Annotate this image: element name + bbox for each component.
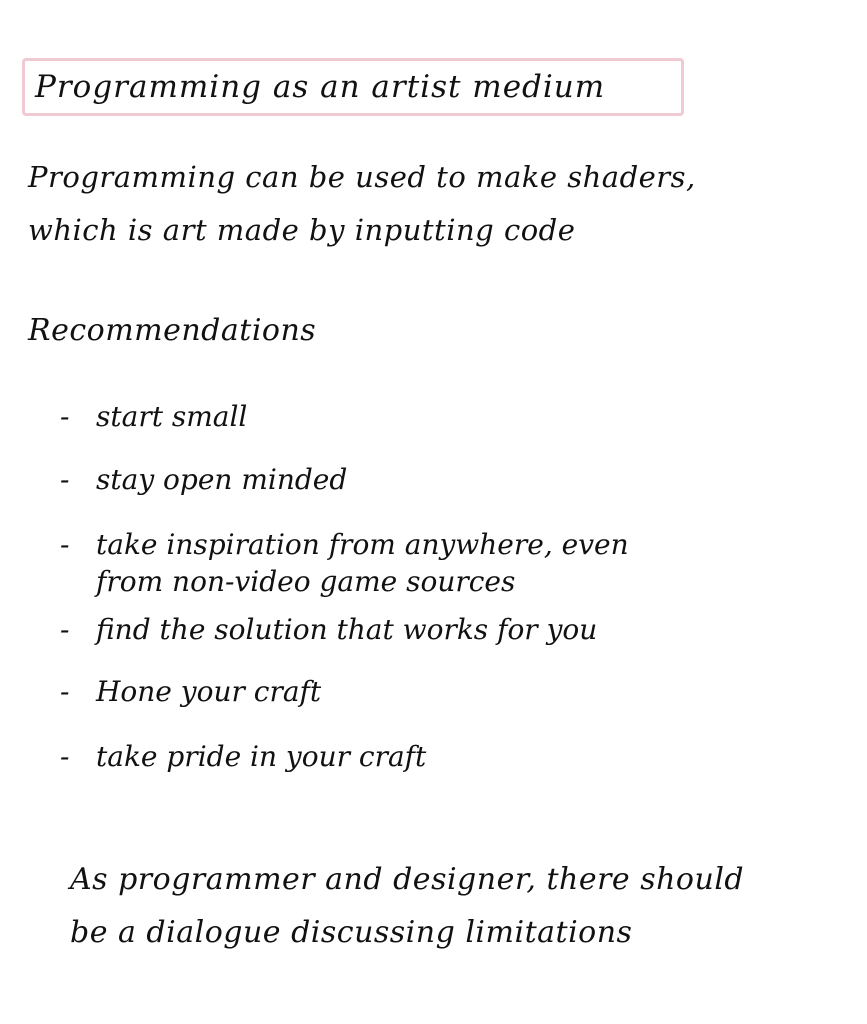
page-title: Programming as an artist medium: [35, 69, 606, 105]
closing-line-1: As programmer and designer, there should: [70, 862, 745, 897]
list-item: [60, 613, 597, 646]
bullet-dash: -: [60, 528, 70, 561]
title-box: [22, 58, 684, 116]
list-item-text: find the solution that works for you: [96, 613, 598, 646]
bullet-dash: -: [60, 400, 70, 433]
bullet-dash: -: [60, 613, 70, 646]
recommendations-heading: Recommendations: [28, 313, 317, 348]
intro-line-1: Programming can be used to make shaders,: [28, 160, 696, 194]
list-item-text: take pride in your craft: [96, 740, 427, 773]
list-item: [60, 740, 426, 773]
list-item-text: start small: [96, 400, 248, 433]
list-item-text: stay open minded: [96, 463, 348, 496]
list-item: [60, 463, 347, 496]
bullet-dash: -: [60, 675, 70, 708]
list-item-continuation: from non-video game sources: [96, 565, 516, 598]
intro-line-2: which is art made by inputting code: [28, 213, 576, 247]
bullet-dash: -: [60, 463, 70, 496]
list-item: [60, 528, 629, 561]
list-item-text: Hone your craft: [96, 675, 322, 708]
list-item: [60, 400, 247, 433]
closing-line-2: be a dialogue discussing limitations: [70, 915, 633, 950]
list-item-text: take inspiration from anywhere, even: [96, 528, 629, 561]
bullet-dash: -: [60, 740, 70, 773]
list-item: [60, 675, 321, 708]
